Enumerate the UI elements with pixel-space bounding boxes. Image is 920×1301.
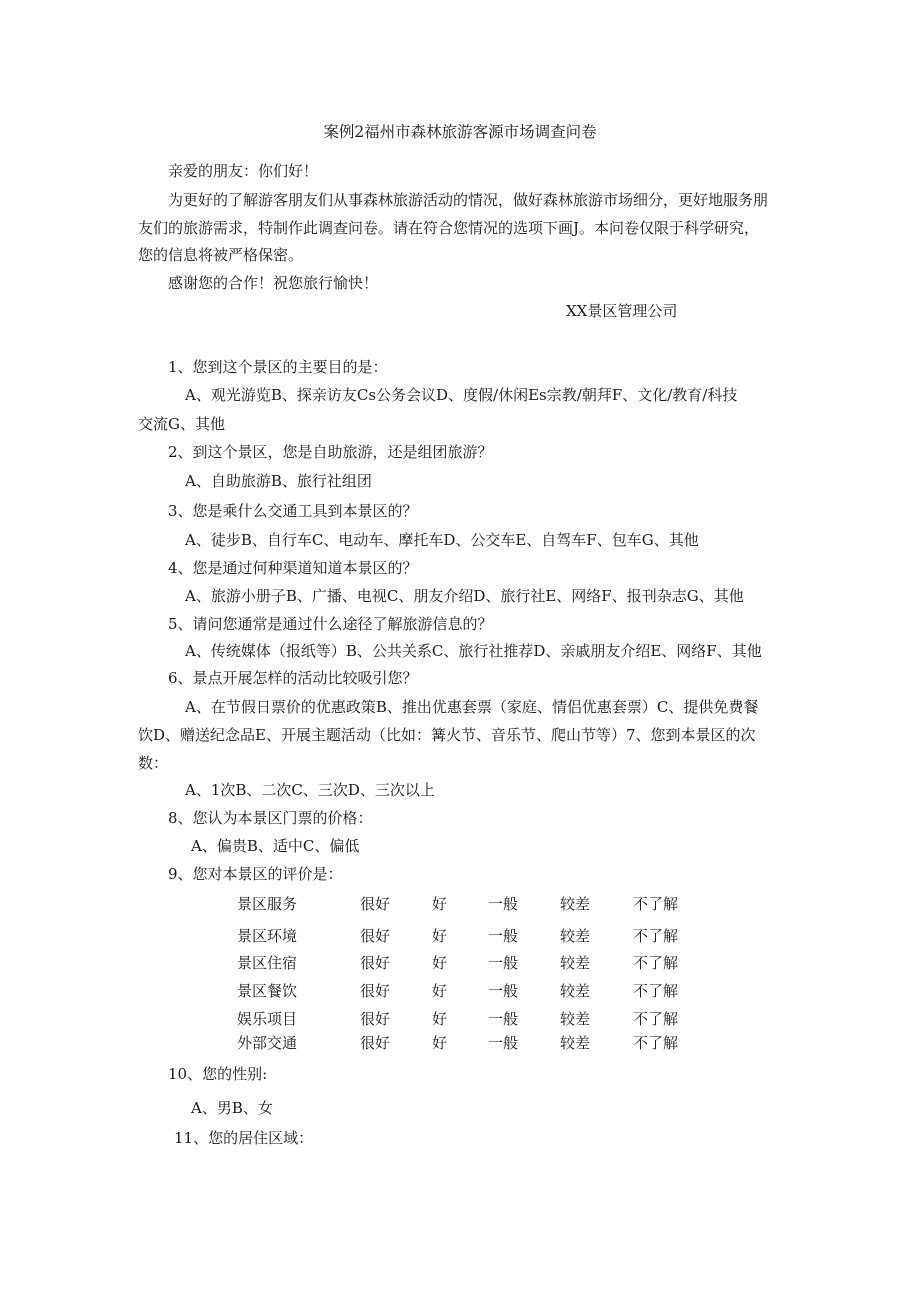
rating-option[interactable]: 很好 — [360, 954, 391, 972]
rating-option[interactable]: 较差 — [560, 1010, 591, 1028]
question-9: 9、您对本景区的评价是： — [168, 865, 343, 883]
question-6-options-line-2: 饮D、赠送纪念品E、开展主题活动（比如：篝火节、音乐节、爬山节等）7、您到本景区的次 — [138, 726, 756, 744]
intro-line-1: 为更好的了解游客朋友们从事森林旅游活动的情况，做好森林旅游市场细分，更好地服务朋 — [168, 191, 769, 209]
question-8-options: A、偏贵B、适中C、偏低 — [191, 837, 360, 855]
rating-option[interactable]: 很好 — [360, 1034, 391, 1052]
rating-option[interactable]: 一般 — [488, 927, 519, 945]
question-4-options: A、旅游小册子B、广播、电视C、朋友介绍D、旅行社E、网络F、报刊杂志G、其他 — [185, 587, 744, 605]
rating-option[interactable]: 很好 — [360, 982, 391, 1000]
rating-option[interactable]: 较差 — [560, 927, 591, 945]
intro-line-3: 您的信息将被严格保密。 — [138, 246, 304, 264]
rating-option[interactable]: 好 — [432, 982, 448, 1000]
question-11: 11、您的居住区域： — [174, 1129, 314, 1147]
rating-option[interactable]: 不了解 — [633, 1010, 679, 1028]
rating-option[interactable]: 较差 — [560, 895, 591, 913]
rating-option[interactable]: 一般 — [488, 982, 519, 1000]
rating-option[interactable]: 好 — [432, 954, 448, 972]
rating-option[interactable]: 一般 — [488, 895, 519, 913]
question-3-options: A、徒步B、自行车C、电动车、摩托车D、公交车E、自驾车F、包车G、其他 — [185, 531, 699, 549]
question-4: 4、您是通过何种渠道知道本景区的？ — [168, 559, 418, 577]
question-10-options: A、男B、女 — [191, 1099, 273, 1117]
rating-option[interactable]: 一般 — [488, 954, 519, 972]
question-1-options-line-2: 交流G、其他 — [138, 415, 225, 433]
rating-option[interactable]: 好 — [432, 927, 448, 945]
rating-option[interactable]: 很好 — [360, 927, 391, 945]
rating-item-label: 娱乐项目 — [237, 1010, 298, 1028]
rating-option[interactable]: 不了解 — [633, 954, 679, 972]
page-title: 案例2福州市森林旅游客源市场调查问卷 — [323, 123, 597, 141]
rating-option[interactable]: 不了解 — [633, 895, 679, 913]
greeting: 亲爱的朋友：你们好！ — [168, 162, 319, 180]
question-10: 10、您的性别: — [168, 1065, 268, 1083]
rating-option[interactable]: 一般 — [488, 1034, 519, 1052]
rating-option[interactable]: 较差 — [560, 982, 591, 1000]
rating-option[interactable]: 一般 — [488, 1010, 519, 1028]
rating-option[interactable]: 很好 — [360, 895, 391, 913]
question-2: 2、到这个景区，您是自助旅游，还是组团旅游？ — [168, 443, 493, 461]
company-name: XX景区管理公司 — [566, 302, 678, 320]
question-6-options-line-3: 数： — [138, 754, 169, 772]
question-6: 6、景点开展怎样的活动比较吸引您？ — [168, 669, 418, 687]
rating-option[interactable]: 好 — [432, 1010, 448, 1028]
question-3: 3、您是乘什么交通工具到本景区的？ — [168, 502, 418, 520]
question-6-options-line-1: A、在节假日票价的优惠政策B、推出优惠套票（家庭、情侣优惠套票）C、提供免费餐 — [185, 698, 759, 716]
rating-option[interactable]: 不了解 — [633, 927, 679, 945]
rating-item-label: 外部交通 — [237, 1034, 298, 1052]
question-5-options: A、传统媒体（报纸等）B、公共关系C、旅行社推荐D、亲戚朋友介绍E、网络F、其他 — [185, 642, 762, 660]
rating-option[interactable]: 较差 — [560, 954, 591, 972]
rating-option[interactable]: 很好 — [360, 1010, 391, 1028]
rating-option[interactable]: 不了解 — [633, 1034, 679, 1052]
rating-option[interactable]: 好 — [432, 1034, 448, 1052]
question-1-options-line-1: A、观光游览B、探亲访友Cs公务会议D、度假/休闲Es宗教/朝拜F、文化/教育/科技 — [185, 386, 738, 404]
question-2-options: A、自助旅游B、旅行社组团 — [185, 472, 372, 490]
question-5: 5、请问您通常是通过什么途径了解旅游信息的？ — [168, 615, 493, 633]
thanks-line: 感谢您的合作！祝您旅行愉快！ — [168, 274, 379, 292]
rating-option[interactable]: 好 — [432, 895, 448, 913]
rating-item-label: 景区住宿 — [237, 954, 298, 972]
question-8: 8、您认为本景区门票的价格： — [168, 809, 373, 827]
rating-option[interactable]: 较差 — [560, 1034, 591, 1052]
question-1: 1、您到这个景区的主要目的是： — [168, 358, 388, 376]
question-7-options: A、1次B、二次C、三次D、三次以上 — [185, 781, 435, 799]
rating-item-label: 景区餐饮 — [237, 982, 298, 1000]
rating-item-label: 景区环境 — [237, 927, 298, 945]
intro-line-2: 友们的旅游需求，特制作此调查问卷。请在符合您情况的选项下画J。本问卷仅限于科学研究， — [138, 219, 760, 237]
rating-item-label: 景区服务 — [237, 895, 298, 913]
rating-option[interactable]: 不了解 — [633, 982, 679, 1000]
